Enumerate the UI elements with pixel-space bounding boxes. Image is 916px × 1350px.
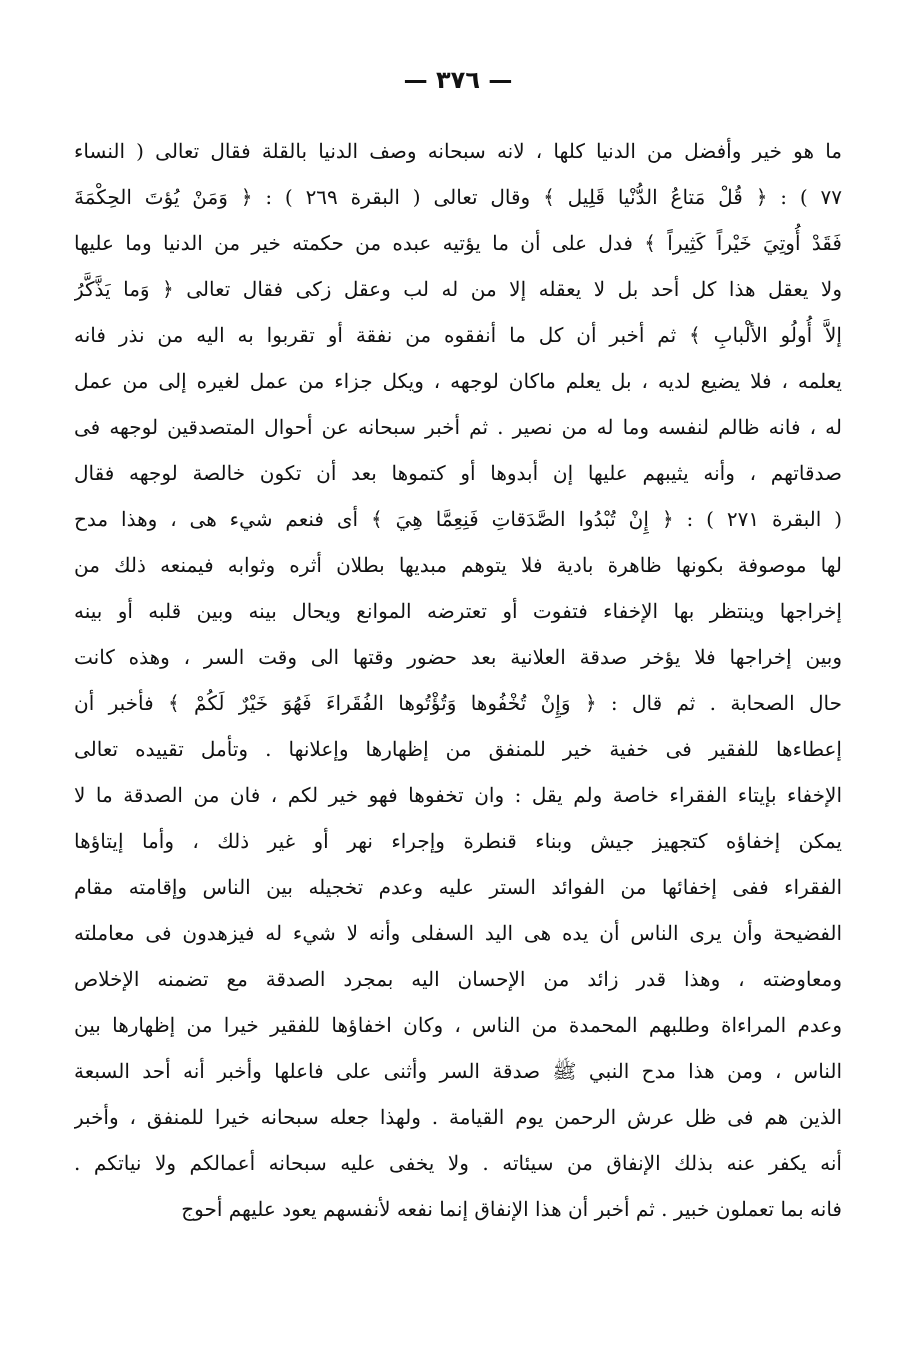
text-line: الذين هم فى ظل عرش الرحمن يوم القيامة . ولهذا جعله سبحانه خيرا للمنفق ، وأخبر (74, 1105, 842, 1129)
text-line: الفقراء ففى إخفائها من الفوائد الستر عليه وعدم تخجيله بين الناس وإقامته مقام (74, 875, 842, 899)
text-line: صدقاتهم ، وأنه يثيبهم عليها إن أبدوها أو كتموها بعد أن تكون خالصة لوجهه فقال (74, 461, 842, 485)
text-line: ولا يعقل هذا كل أحد بل لا يعقله إلا من له لب وعقل زكى فقال تعالى ﴿ وَما يَذَّكَّرُ (74, 277, 842, 301)
text-line: ومعاوضته ، وهذا قدر زائد من الإحسان اليه بمجرد الصدقة مع تضمنه الإخلاص (74, 967, 842, 991)
text-line: إعطاءها للفقير فى خفية خير للمنفق من إظهارها وإعلانها . وتأمل تقييده تعالى (74, 737, 842, 761)
text-line: يعلمه ، فلا يضيع لديه ، بل يعلم ماكان لوجهه ، ويكل جزاء من عمل لغيره إلى من عمل (74, 369, 842, 393)
text-line: لها موصوفة بكونها ظاهرة بادية فلا يتوهم مبديها بطلان أثره وثوابه فيمنعه ذلك من (74, 553, 842, 577)
text-line: له ، فانه ظالم لنفسه وما له من نصير . ثم أخبر سبحانه عن أحوال المتصدقين لوجهه فى (74, 415, 842, 439)
text-line: ما هو خير وأفضل من الدنيا كلها ، لانه سبحانه وصف الدنيا بالقلة فقال تعالى ( النساء (74, 139, 842, 163)
text-line: ٧٧ ) : ﴿ قُلْ مَتاعُ الدُّنْيا قَلِيل ﴾ وقال تعالى ( البقرة ٢٦٩ ) : ﴿ وَمَنْ يُؤتَ الحِكْمَةَ (74, 185, 842, 209)
text-line: إلاَّ أُولُو الألْبابِ ﴾ ثم أخبر أن كل ما أنفقوه من نفقة أو تقربوا به اليه من نذر فانه (74, 323, 842, 347)
page-number: — ٣٧٦ — (403, 66, 513, 94)
body-text (74, 128, 842, 1232)
text-line: الإخفاء بإيتاء الفقراء خاصة ولم يقل : وان تخفوها فهو خير لكم ، فان من الصدقة ما لا (74, 783, 842, 807)
text-line: أنه يكفر عنه بذلك الإنفاق من سيئاته . ولا يخفى عليه سبحانه أعمالكم ولا نياتكم . (74, 1151, 842, 1175)
text-line: فانه بما تعملون خبير . ثم أخبر أن هذا الإنفاق إنما نفعه لأنفسهم يعود عليهم أحوج (181, 1197, 842, 1221)
text-line: ( البقرة ٢٧١ ) : ﴿ إِنْ تُبْدُوا الصَّدَقاتِ فَنِعِمَّا هِيَ ﴾ أى فنعم شيء هى ، وهذا مدح (74, 507, 842, 531)
text-line: الناس ، ومن هذا مدح النبي ﷺ صدقة السر وأثنى على فاعلها وأخبر أنه أحد السبعة (74, 1059, 842, 1083)
text-line: فَقَدْ أُوتِيَ خَيْراً كَثِيراً ﴾ فدل على أن ما يؤتيه عبده من حكمته خير من الدنيا وما عليها (74, 231, 842, 255)
text-line: يمكن إخفاؤه كتجهيز جيش وبناء قنطرة وإجراء نهر أو غير ذلك ، وأما إيتاؤها (74, 829, 842, 853)
text-line: إخراجها وينتظر بها الإخفاء فتفوت أو تعترضه الموانع ويحال بينه وبين قلبه أو بينه (74, 599, 842, 623)
text-line: وبين إخراجها فلا يؤخر صدقة العلانية بعد حضور وقتها الى وقت السر ، وهذه كانت (74, 645, 842, 669)
text-line: الفضيحة وأن يرى الناس أن يده هى اليد السفلى وأنه لا شيء له فيزهدون فى معاملته (74, 921, 842, 945)
text-line: وعدم المراءاة وطلبهم المحمدة من الناس ، وكان اخفاؤها للفقير خيرا من إظهارها بين (74, 1013, 842, 1037)
text-line: حال الصحابة . ثم قال : ﴿ وَإِنْ تُخْفُوها وَتُؤْتُوها الفُقَراءَ فَهُوَ خَيْرٌ لَكُمْ ﴾ فأخبر أن (74, 691, 842, 715)
